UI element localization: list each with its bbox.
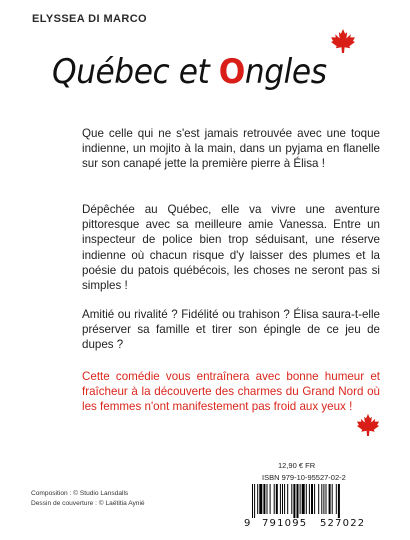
title-end: ngles — [244, 52, 327, 92]
composition-credit: Composition : © Studio Lansdalls — [31, 490, 129, 497]
blurb-paragraph-1: Que celle qui ne s'est jamais retrouvée avec une toque indienne, un mojito à la main, dans un pyjama en flanelle sur son canapé jette la première pierre à Élisa ! — [82, 127, 380, 171]
title-maple-o: O — [218, 52, 245, 92]
blurb-paragraph-2: Dépêchée au Québec, elle va vivre une aventure pittoresque avec sa meilleure amie Vanessa. Entre un inspecteur de police bien trop séduisant, une réserve indienne où chacun risque d'y laisser des plumes et la poésie du patois québécois, les choses ne seront pas si simples ! — [82, 203, 380, 293]
barcode — [252, 484, 382, 518]
isbn-label: ISBN 979-10-95527-02-2 — [262, 473, 346, 482]
blurb-paragraph-3: Amitié ou rivalité ? Fidélité ou trahison ? Élisa saura-t-elle préserver sa famille et tirer son épingle de ce jeu de dupes ? — [82, 308, 380, 352]
barcode-first-digit: 9 — [244, 518, 252, 529]
blurb-paragraph-highlight: Cette comédie vous entraînera avec bonne humeur et fraîcheur à la découverte des charmes du Grand Nord où les femmes n'ont manifestement pas froid aux yeux ! — [82, 370, 380, 414]
price-label: 12,90 € FR — [278, 461, 316, 470]
barcode-left-digits: 791095 — [262, 518, 308, 529]
cover-design-credit: Dessin de couverture : © Laëtitia Aynié — [31, 500, 145, 507]
barcode-right-digits: 527022 — [320, 518, 366, 529]
maple-leaf-icon — [356, 413, 380, 437]
book-title — [52, 52, 327, 92]
author-name: ELYSSEA DI MARCO — [32, 13, 147, 25]
maple-leaf-icon — [330, 28, 356, 54]
title-start: Québec et — [52, 52, 219, 92]
